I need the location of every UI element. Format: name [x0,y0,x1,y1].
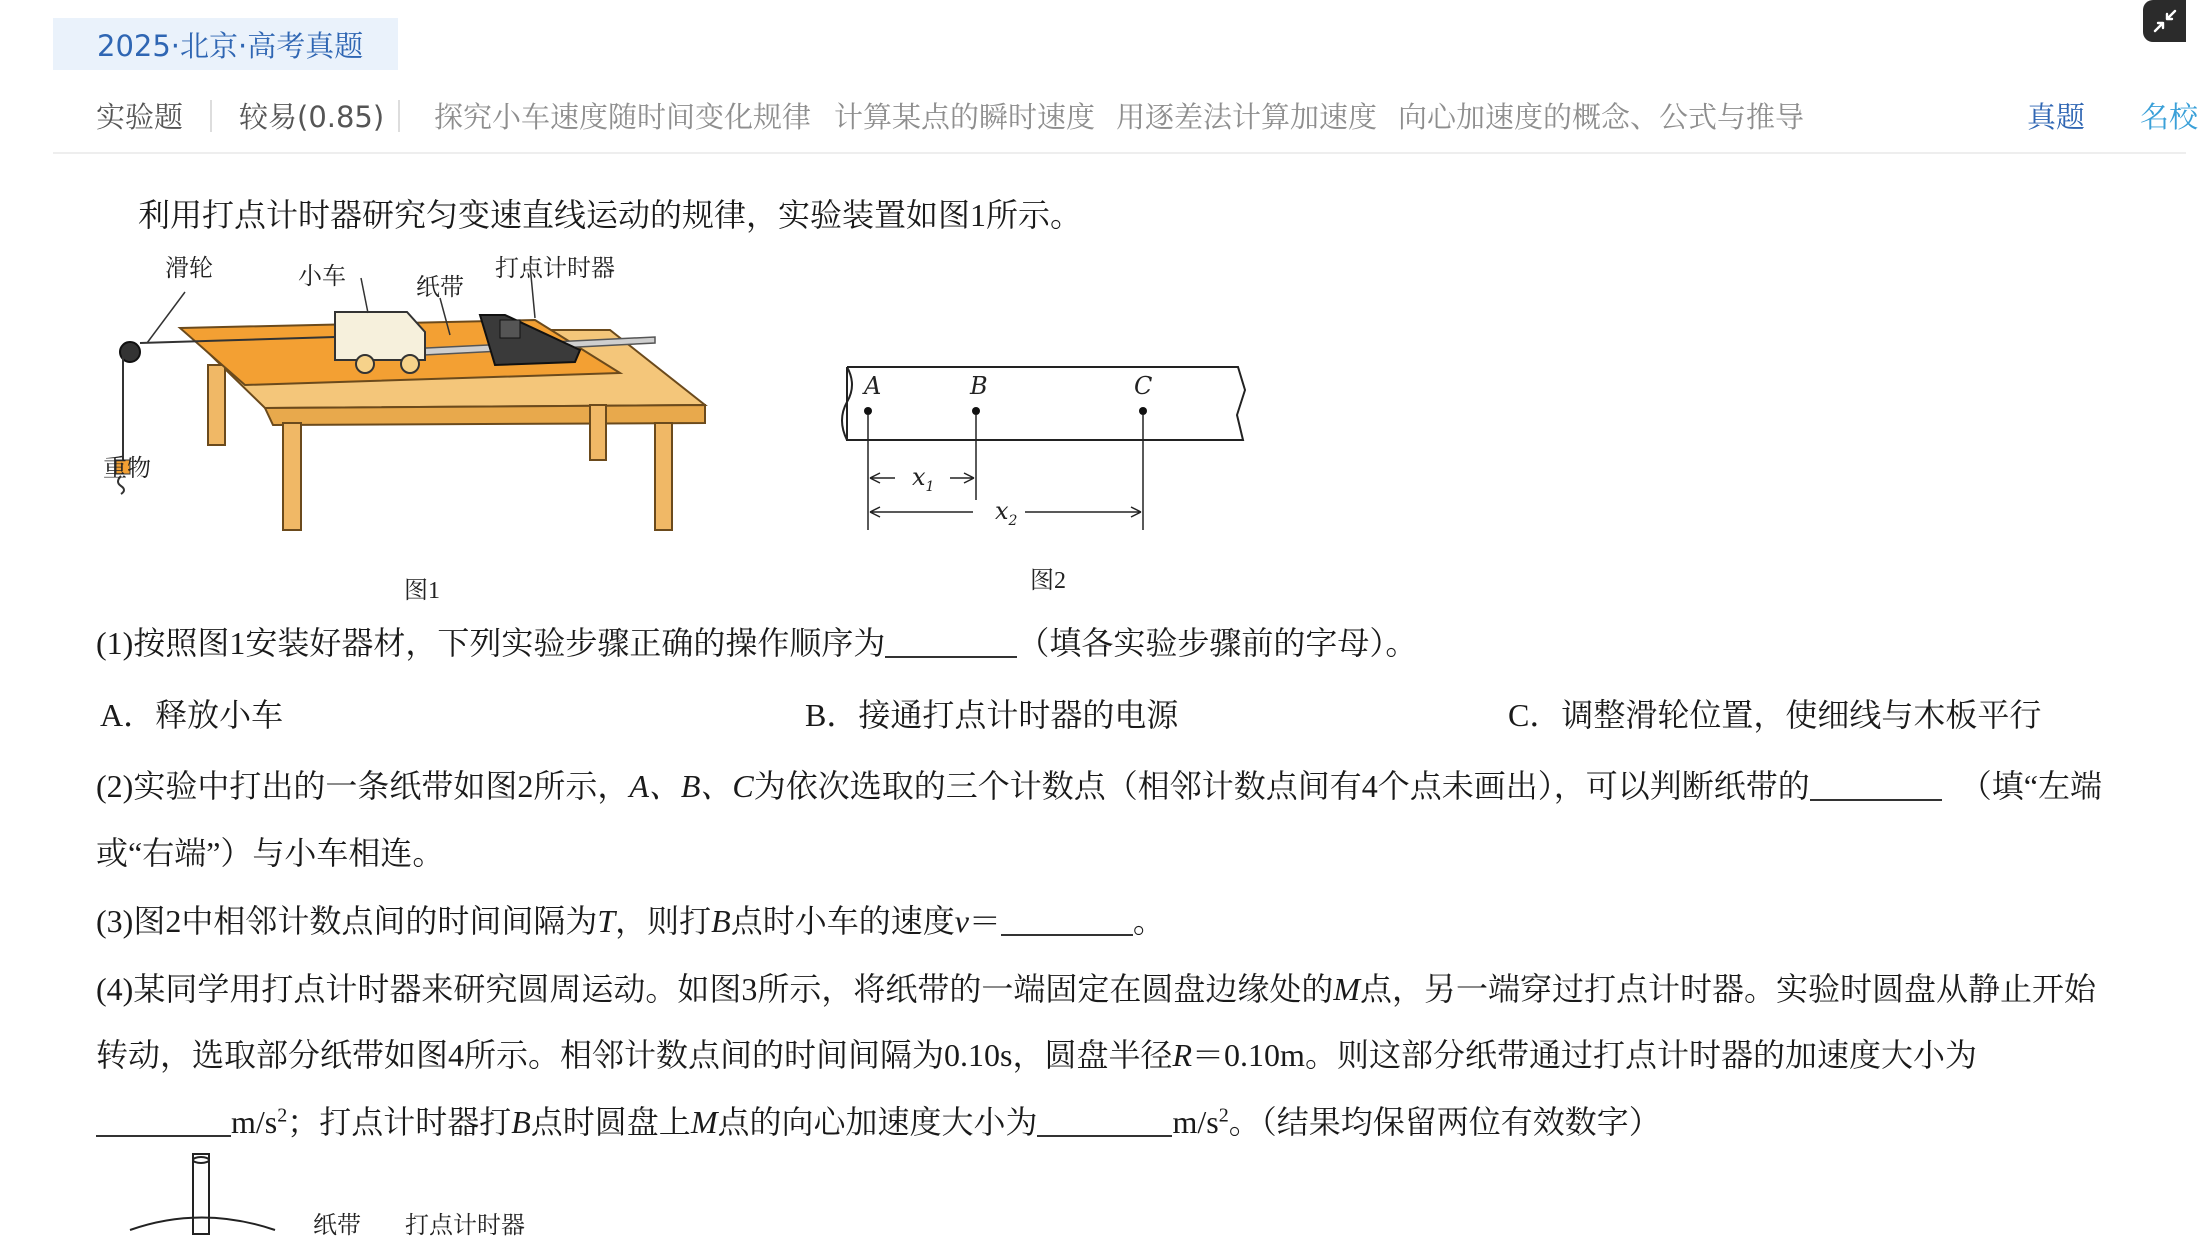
table-leg [590,405,606,460]
label-pulley: 滑轮 [165,254,213,282]
label-pointer [361,278,368,313]
axle [193,1154,209,1234]
real-exam-link[interactable]: 真题 [2027,100,2086,134]
label-x2: $x_2$ [995,497,1018,529]
answer-blank-2[interactable] [1810,767,1942,801]
tape-outline [847,367,1245,440]
cart-wheel [356,355,374,373]
label-timer-fig3: 打点计时器 [405,1211,525,1239]
label-timer: 打点计时器 [495,254,615,282]
cart [335,312,425,360]
x1-arrow-left [870,473,895,483]
x2-arrow-right [1025,507,1141,517]
point-a [864,407,872,415]
x2-arrow-left [870,507,973,517]
figure-3-disc [125,1150,325,1230]
knowledge-point[interactable]: 向心加速度的概念、公式与推导 [1398,100,1805,134]
label-c: C [1134,372,1153,400]
answer-blank-1[interactable] [885,624,1017,658]
source-tag[interactable] [53,18,398,70]
label-a: A [864,372,882,400]
option-b: B．接通打点计时器的电源 [805,697,1179,733]
figure-2-caption: 图2 [1030,568,1066,594]
timer-block [500,320,520,338]
label-tape-fig3: 纸带 [313,1211,361,1239]
question-stem: 利用打点计时器研究匀变速直线运动的规律，实验装置如图1所示。 [138,197,1083,233]
question-3: (3)图2中相邻计数点间的时间间隔为T，则打B点时小车的速度v＝ 。 [96,903,1165,939]
question-meta-row [53,86,2198,154]
difficulty: 较易(0.85) [239,100,385,134]
separator [210,100,212,132]
point-b [972,407,980,415]
figure-2-tape [845,360,1255,540]
answer-blank-3[interactable] [1001,902,1133,936]
label-cart: 小车 [298,262,346,290]
collapse-button[interactable] [2143,0,2186,42]
knowledge-point[interactable]: 用逐差法计算加速度 [1116,100,1378,134]
question-2-line-2: 或“右端”）与小车相连。 [96,835,445,871]
label-tape: 纸带 [416,273,464,301]
option-c: C．调整滑轮位置，使细线与木板平行 [1508,697,2042,733]
label-weight: 重物 [103,454,151,482]
question-4-line-3: $m/s^2$；打点计时器打B点时圆盘上M点的向心加速度大小为 $m/s^2$。（结果均保留两位有效数字） [96,1097,1661,1143]
table-leg [208,365,225,445]
point-c [1139,407,1147,415]
label-x1: $x_1$ [912,463,935,495]
source-text: 2025·北京·高考真题 [97,28,364,63]
question-1: (1)按照图1安装好器材，下列实验步骤正确的操作顺序为 （填各实验步骤前的字母）。 [96,625,1418,661]
question-4-line-1: (4)某同学用打点计时器来研究圆周运动。如图3所示，将纸带的一端固定在圆盘边缘处的M点，另一端穿过打点计时器。实验时圆盘从静止开始 [96,971,2096,1007]
knowledge-point[interactable]: 探究小车速度随时间变化规律 [434,100,812,134]
axle-top [193,1157,209,1163]
collapse-icon [2151,7,2179,35]
knowledge-point[interactable]: 计算某点的瞬时速度 [834,100,1096,134]
table-edge [265,405,705,425]
figure-1-apparatus [95,240,735,540]
option-a: A．释放小车 [100,697,284,733]
figure-1-caption: 图1 [404,578,440,604]
label-b: B [970,372,988,400]
label-pointer [147,292,185,343]
famous-school-link[interactable]: 名校 [2140,100,2198,134]
question-2-line-1: (2)实验中打出的一条纸带如图2所示，A、B、C为依次选取的三个计数点（相邻计数点间有4个点未画出），可以判断纸带的 （填“左端 [96,768,2103,804]
answer-blank-4[interactable] [96,1103,231,1137]
separator [398,100,400,132]
table-leg [655,423,672,530]
answer-blank-5[interactable] [1037,1103,1172,1137]
table-leg [283,423,301,530]
question-type: 实验题 [96,100,184,134]
question-4-line-2: 转动，选取部分纸带如图4所示。相邻计数点间的时间间隔为0.10s，圆盘半径R＝0.10m。则这部分纸带通过打点计时器的加速度大小为 [96,1037,1977,1073]
cart-wheel [401,355,419,373]
x1-arrow-right [950,473,974,483]
